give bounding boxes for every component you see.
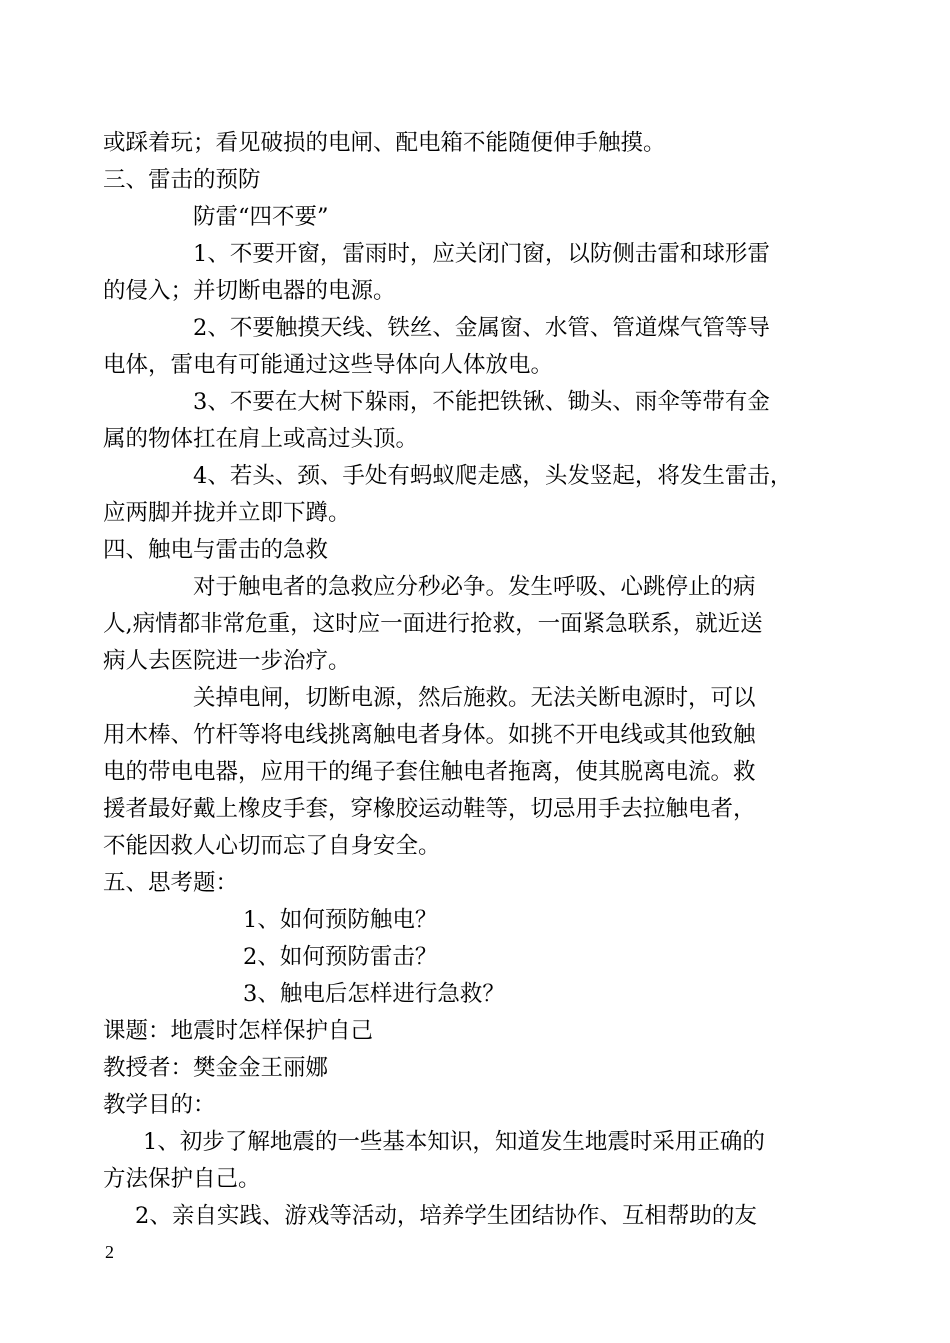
lesson-objective-heading: 教学目的： <box>103 1092 216 1118</box>
question-item: 1、如何预防触电？ <box>243 907 438 933</box>
text-line: 应两脚并拢并立即下蹲。 <box>103 500 351 526</box>
question-item: 2、如何预防雷击？ <box>243 944 438 970</box>
text-line: 电体，雷电有可能通过这些导体向人体放电。 <box>103 352 554 378</box>
text-line: 2、不要触摸天线、铁丝、金属窗、水管、管道煤气管等导 <box>193 315 770 341</box>
text-line: 用木棒、竹杆等将电线挑离触电者身体。如挑不开电线或其他致触 <box>103 722 756 748</box>
lesson-title: 课题：地震时怎样保护自己 <box>103 1018 374 1044</box>
text-line: 方法保护自己。 <box>103 1166 261 1192</box>
objective-item: 2、亲自实践、游戏等活动，培养学生团结协作、互相帮助的友 <box>135 1203 757 1229</box>
text-line: 3、不要在大树下躲雨，不能把铁锹、锄头、雨伞等带有金 <box>193 389 770 415</box>
section-heading: 五、思考题： <box>103 870 239 896</box>
text-line: 病人去医院进一步治疗。 <box>103 648 351 674</box>
text-line: 1、不要开窗，雷雨时，应关闭门窗，以防侧击雷和球形雷 <box>193 241 770 267</box>
text-line: 不能因救人心切而忘了自身安全。 <box>103 833 441 859</box>
text-line: 的侵入；并切断电器的电源。 <box>103 278 396 304</box>
section-heading: 三、雷击的预防 <box>103 167 261 193</box>
text-line: 4、若头、颈、手处有蚂蚁爬走感，头发竖起，将发生雷击， <box>193 463 793 489</box>
text-line: 对于触电者的急救应分秒必争。发生呼吸、心跳停止的病 <box>193 574 756 600</box>
section-heading: 四、触电与雷击的急救 <box>103 537 329 563</box>
lesson-teacher: 教授者：樊金金王丽娜 <box>103 1055 329 1081</box>
text-line: 属的物体扛在肩上或高过头顶。 <box>103 426 419 452</box>
question-item: 3、触电后怎样进行急救？ <box>243 981 505 1007</box>
text-line: 或踩着玩；看见破损的电闸、配电箱不能随便伸手触摸。 <box>103 130 666 156</box>
page-number: 2 <box>105 1242 114 1262</box>
text-line: 援者最好戴上橡皮手套，穿橡胶运动鞋等，切忌用手去拉触电者， <box>103 796 756 822</box>
text-line: 电的带电电器，应用干的绳子套住触电者拖离，使其脱离电流。救 <box>103 759 756 785</box>
text-line: 人,病情都非常危重，这时应一面进行抢救，一面紧急联系，就近送 <box>103 611 763 637</box>
subheading: 防雷“四不要” <box>193 204 329 230</box>
objective-item: 1、初步了解地震的一些基本知识，知道发生地震时采用正确的 <box>143 1129 765 1155</box>
text-line: 关掉电闸，切断电源，然后施救。无法关断电源时，可以 <box>193 685 756 711</box>
